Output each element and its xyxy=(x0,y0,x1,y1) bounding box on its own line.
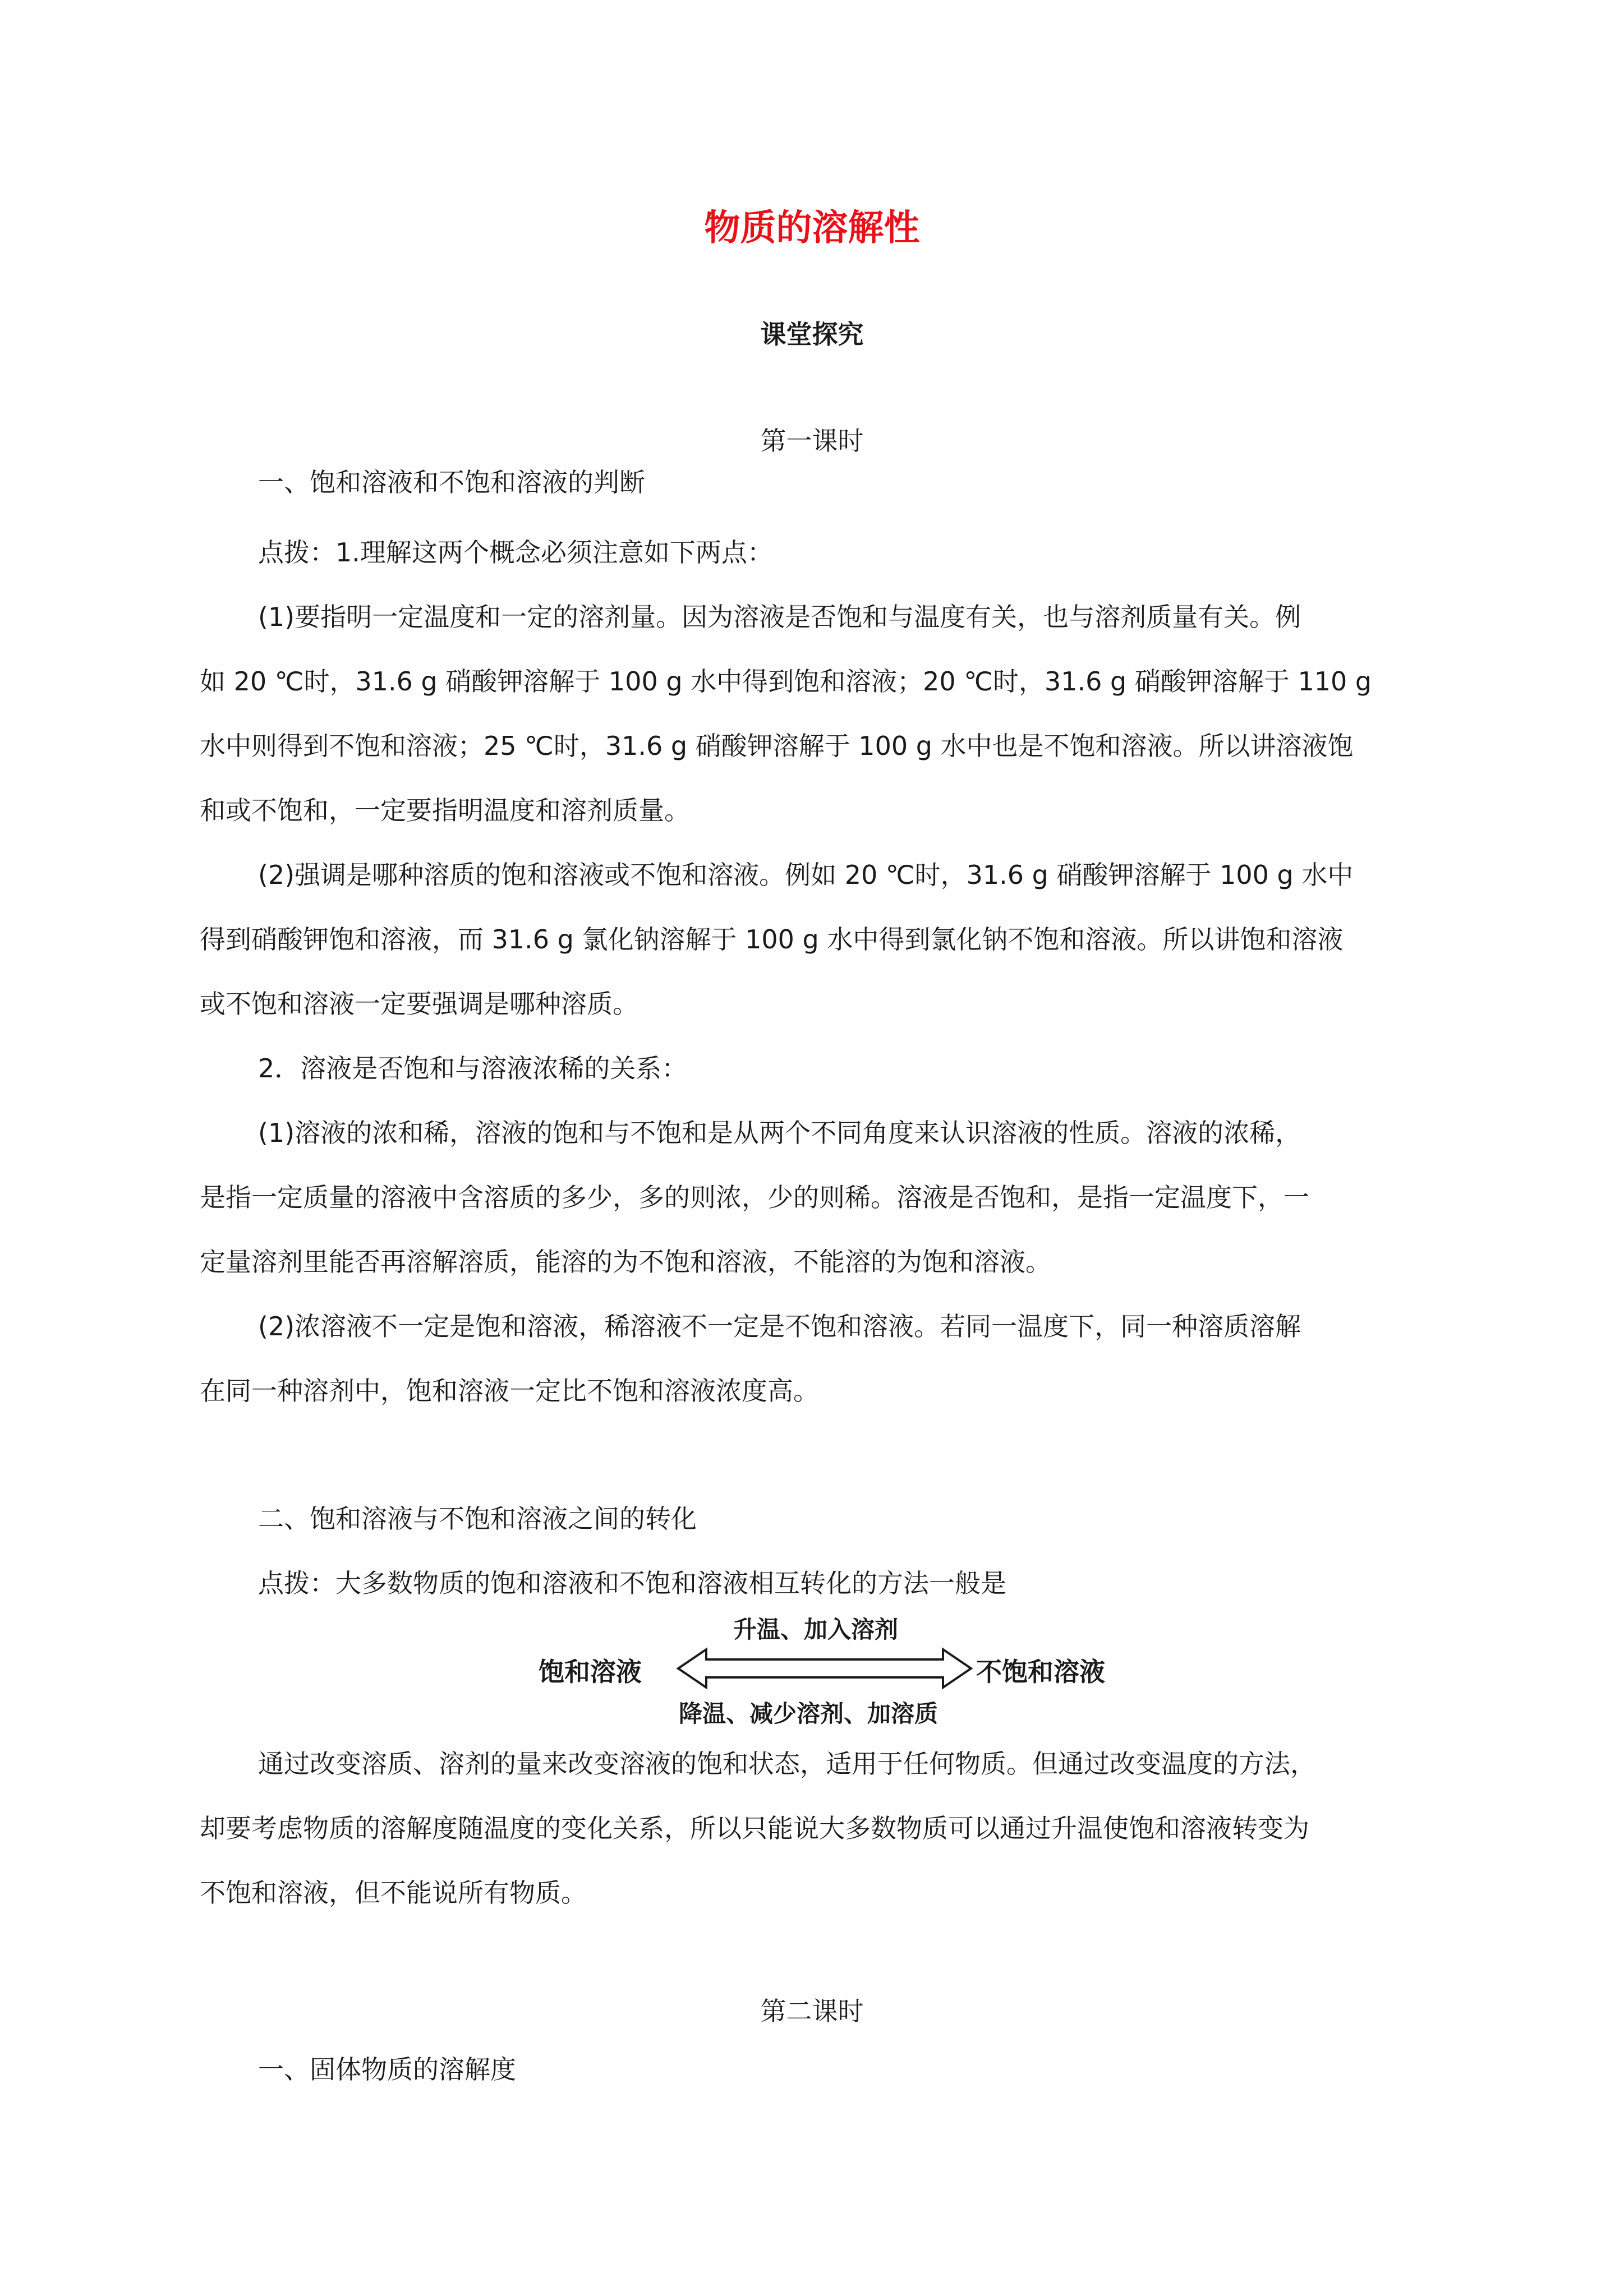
paragraph-3-line: (1)溶液的浓和稀，溶液的饱和与不饱和是从两个不同角度来认识溶液的性质。溶液的浓稀， xyxy=(258,1118,1301,1148)
double-arrow-icon xyxy=(676,1646,973,1691)
paragraph-2-line: (2)强调是哪种溶质的饱和溶液或不饱和溶液。例如 20 ℃时，31.6 g 硝酸钾溶解于 100 g 水中 xyxy=(258,860,1354,890)
document-title: 物质的溶解性 xyxy=(704,208,920,249)
paragraph-4-line: (2)浓溶液不一定是饱和溶液，稀溶液不一定是不饱和溶液。若同一温度下，同一种溶质溶解 xyxy=(258,1311,1301,1341)
lesson-2-section-1-title: 一、固体物质的溶解度 xyxy=(258,2054,516,2085)
paragraph-3-line: 定量溶剂里能否再溶解溶质，能溶的为不饱和溶液，不能溶的为饱和溶液。 xyxy=(200,1247,1051,1277)
tip-3: 点拨：大多数物质的饱和溶液和不饱和溶液相互转化的方法一般是 xyxy=(258,1568,1006,1598)
paragraph-1-line: 水中则得到不饱和溶液；25 ℃时，31.6 g 硝酸钾溶解于 100 g 水中也是不饱和溶液。所以讲溶液饱 xyxy=(200,731,1354,761)
section-1-title: 一、饱和溶液和不饱和溶液的判断 xyxy=(258,467,645,497)
section-2-title: 二、饱和溶液与不饱和溶液之间的转化 xyxy=(258,1504,697,1534)
tip-1: 点拨：1.理解这两个概念必须注意如下两点： xyxy=(258,537,773,568)
tip-2: 2．溶液是否饱和与溶液浓稀的关系： xyxy=(258,1053,688,1084)
paragraph-1-line: 如 20 ℃时，31.6 g 硝酸钾溶解于 100 g 水中得到饱和溶液；20 ℃时，31.6 g 硝酸钾溶解于 110 g xyxy=(200,666,1372,697)
conversion-diagram xyxy=(539,1601,1156,1741)
diagram-unsaturated-label: 不饱和溶液 xyxy=(976,1657,1105,1687)
document-subtitle: 课堂探究 xyxy=(760,319,864,349)
paragraph-3-line: 是指一定质量的溶液中含溶质的多少，多的则浓，少的则稀。溶液是否饱和，是指一定温度下，一 xyxy=(200,1182,1309,1212)
diagram-saturated-label: 饱和溶液 xyxy=(539,1657,642,1687)
paragraph-5-line: 却要考虑物质的溶解度随温度的变化关系，所以只能说大多数物质可以通过升温使饱和溶液转变为 xyxy=(200,1813,1309,1843)
paragraph-4-line: 在同一种溶剂中，饱和溶液一定比不饱和溶液浓度高。 xyxy=(200,1376,819,1406)
paragraph-2-line: 或不饱和溶液一定要强调是哪种溶质。 xyxy=(200,989,638,1019)
diagram-top-condition: 升温、加入溶剂 xyxy=(733,1616,899,1643)
paragraph-5-line: 通过改变溶质、溶剂的量来改变溶液的饱和状态，适用于任何物质。但通过改变温度的方法， xyxy=(258,1749,1316,1779)
paragraph-1-line: 和或不饱和，一定要指明温度和溶剂质量。 xyxy=(200,795,690,826)
lesson-1-heading: 第一课时 xyxy=(760,426,864,456)
paragraph-5-line: 不饱和溶液，但不能说所有物质。 xyxy=(200,1878,587,1908)
lesson-2-heading: 第二课时 xyxy=(760,1996,864,2026)
diagram-bottom-condition: 降温、减少溶剂、加溶质 xyxy=(679,1700,938,1727)
paragraph-2-line: 得到硝酸钾饱和溶液，而 31.6 g 氯化钠溶解于 100 g 水中得到氯化钠不饱和溶液。所以讲饱和溶液 xyxy=(200,924,1344,955)
paragraph-1-line: (1)要指明一定温度和一定的溶剂量。因为溶液是否饱和与温度有关，也与溶剂质量有关。例 xyxy=(258,602,1301,632)
